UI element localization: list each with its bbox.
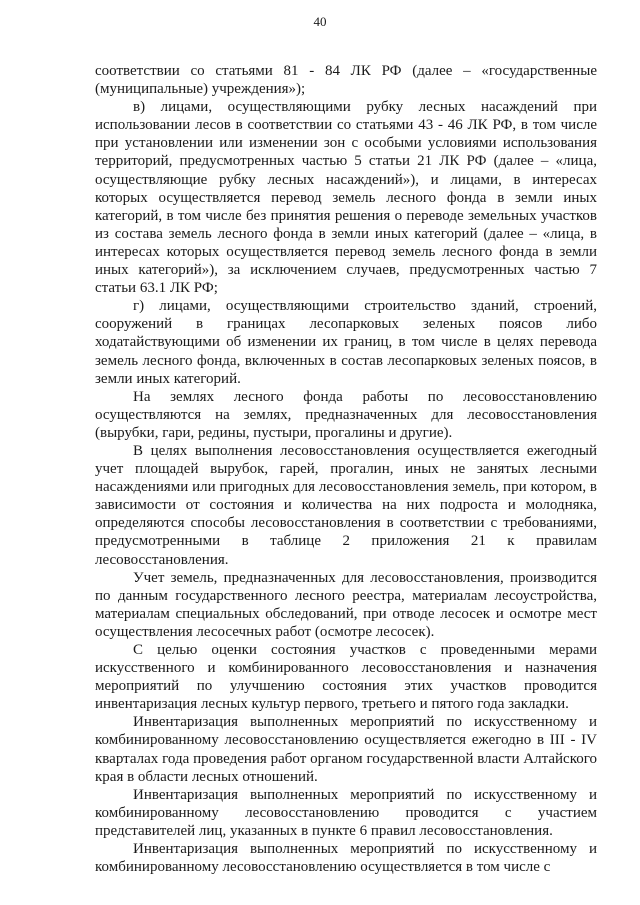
paragraph-inventory-annual: Инвентаризация выполненных мероприятий по искусственному и комбинированному лесовосстановлению осуществляется ежегодно в III - IV кварталах года проведения работ органом государственной власти Алтайского края в области лесных отношений.	[95, 714, 597, 785]
paragraph-item-g: г) лицами, осуществляющими строительство зданий, строений, сооружений в границах лесопарковых зеленых поясов либо ходатайствующими об изменении их границ, в том числе в целях перевода земель лесного фонда, включенных в состав лесопарковых зеленых поясов, в земли иных категорий.	[95, 298, 597, 387]
paragraph-land-accounting: Учет земель, предназначенных для лесовосстановления, производится по данным государственного лесного реестра, материалам лесоустройства, материалам специальных обследований, при отводе лесосек и осмотре мест осуществления лесосечных работ (осмотре лесосек).	[95, 569, 597, 640]
paragraph-reforestation-lands: На землях лесного фонда работы по лесовосстановлению осуществляются на землях, предназначенных для лесовосстановления (вырубки, гари, редины, пустыри, прогалины и другие).	[95, 388, 597, 441]
paragraph-assessment: С целью оценки состояния участков с проведенными мерами искусственного и комбинированного лесовосстановления и назначения мероприятий по улучшению состояния этих участков проводится инвентаризация лесных культур первого, третьего и пятого года закладки.	[95, 642, 597, 713]
document-body	[95, 62, 597, 876]
page-number: 40	[313, 14, 327, 29]
paragraph-item-v: в) лицами, осуществляющими рубку лесных насаждений при использовании лесов в соответствии со статьями 43 - 46 ЛК РФ, в том числе при установлении или изменении зон с особыми условиями использования территорий, предусмотренных частью 5 статьи 21 ЛК РФ (далее – «лица, осуществляющие рубку лесных насаждений»), и лицами, в интересах которых осуществляется перевод земель лесного фонда в земли иных категорий, в том числе без принятия решения о переводе земельных участков из состава земель лесного фонда в земли иных категорий (далее – «лица, в интересах которых осуществляется перевод земель лесного фонда в земли иных категорий»), за исключением случаев, предусмотренных частью 7 статьи 63.1 ЛК РФ;	[95, 99, 597, 297]
paragraph-annual-accounting: В целях выполнения лесовосстановления осуществляется ежегодный учет площадей вырубок, гарей, прогалин, иных не занятых лесными насаждениями или пригодных для лесовосстановления земель, при котором, в зависимости от состояния и количества на них подроста и молодняка, определяются способы лесовосстановления в соответствии с требованиями, предусмотренными в таблице 2 приложения 21 к правилам лесовосстановления.	[95, 442, 597, 568]
paragraph-inventory-continued: Инвентаризация выполненных мероприятий по искусственному и комбинированному лесовосстановлению осуществляется в том числе с	[95, 841, 597, 876]
paragraph-inventory-participants: Инвентаризация выполненных мероприятий по искусственному и комбинированному лесовосстановлению проводится с участием представителей лиц, указанных в пункте 6 правил лесовосстановления.	[95, 786, 597, 839]
paragraph-continuation: соответствии со статьями 81 - 84 ЛК РФ (далее – «государственные (муниципальные) учреждения»);	[95, 63, 597, 98]
